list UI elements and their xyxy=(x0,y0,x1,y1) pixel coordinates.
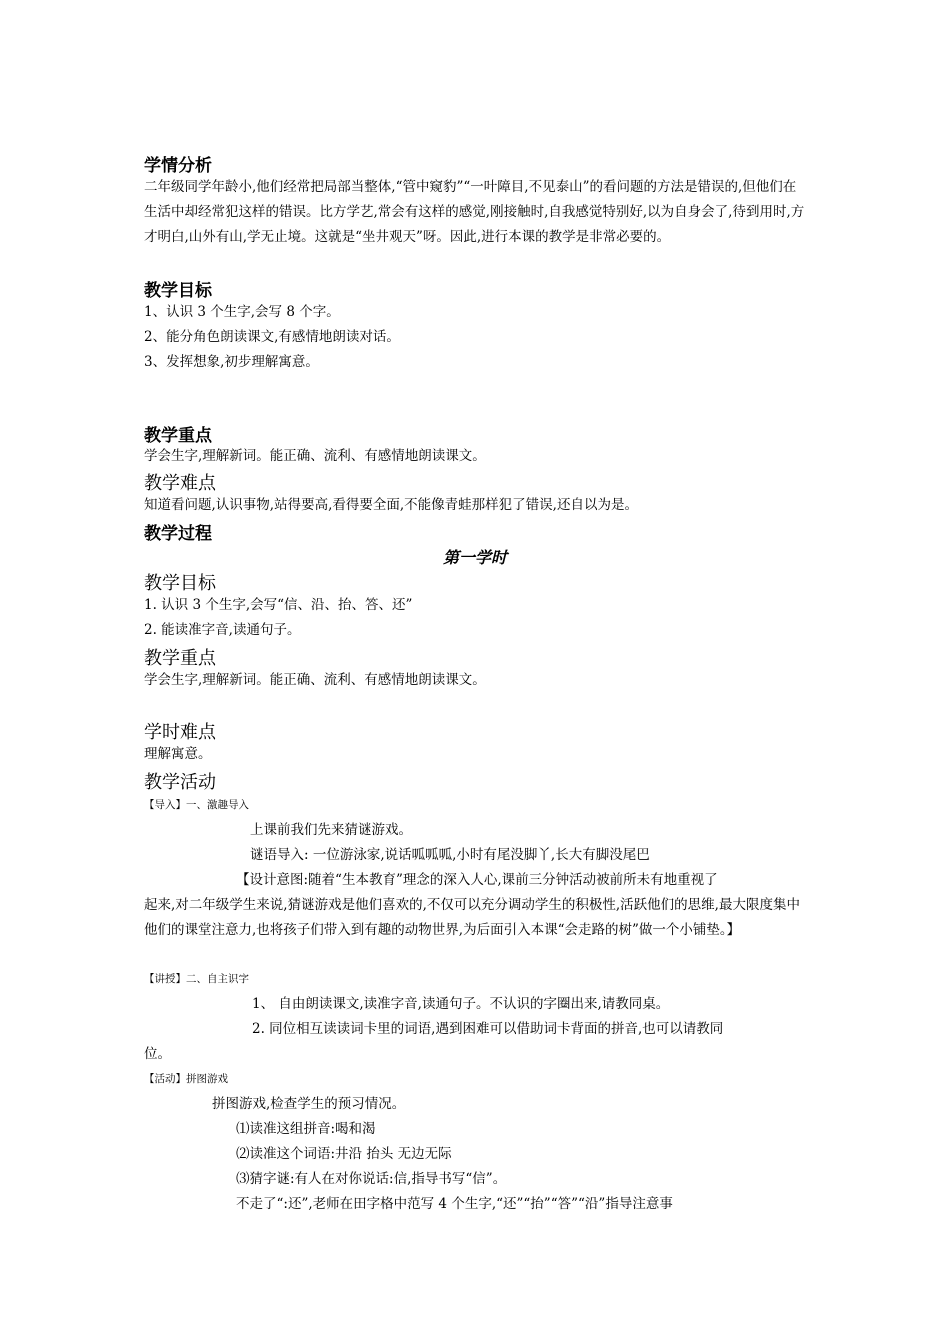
lesson-difficulty-heading: 学时难点 xyxy=(144,722,216,743)
heading-key-points: 教学重点 xyxy=(144,426,212,446)
lesson-key-body: 学会生字,理解新词。能正确、流利、有感情地朗读课文。 xyxy=(144,672,486,688)
lesson-objective-2: 2. 能读准字音,读通句子。 xyxy=(144,622,301,638)
game-step-2: ⑵读准这个词语:井沿 抬头 无边无际 xyxy=(236,1146,452,1162)
teach-item-2-continued: 位。 xyxy=(144,1046,171,1062)
teach-item-2: 2. 同位相互读读词卡里的词语,遇到困难可以借助词卡背面的拼音,也可以请教同 xyxy=(252,1021,724,1037)
heading-learning-analysis: 学情分析 xyxy=(144,156,212,176)
design-intent-first-line: 【设计意图:随着“生本教育”理念的深入人心,课前三分钟活动被前所未有地重视了 xyxy=(236,872,718,888)
activity-intro-line-2: 谜语导入: 一位游泳家,说话呱呱呱,小时有尾没脚丫,长大有脚没尾巴 xyxy=(250,847,650,863)
lesson-key-heading: 教学重点 xyxy=(144,648,216,669)
objective-item-1: 1、认识 3 个生字,会写 8 个字。 xyxy=(144,304,340,320)
objective-item-3: 3、发挥想象,初步理解寓意。 xyxy=(144,354,319,370)
heading-process: 教学过程 xyxy=(144,524,212,544)
lesson-difficulty-body: 理解寓意。 xyxy=(144,746,212,762)
design-intent-body: 起来,对二年级学生来说,猜谜游戏是他们喜欢的,不仅可以充分调动学生的积极性,活跃他们的思维,最大限度集中他们的课堂注意力,也将孩子们带入到有趣的动物世界,为后面引入本课“会走路的树”做一个小铺垫。】 xyxy=(144,897,800,938)
heading-difficulties: 教学难点 xyxy=(144,473,216,494)
lesson-activities-heading: 教学活动 xyxy=(144,772,216,793)
activity-intro-tag: 【导入】一、激趣导入 xyxy=(144,799,249,811)
game-step-4: 不走了“:还”,老师在田字格中范写 4 个生字,“还”“抬”“答”“沿”指导注意事 xyxy=(236,1196,673,1212)
game-step-1: ⑴读准这组拼音:喝和渴 xyxy=(236,1121,376,1137)
lesson-objectives-heading: 教学目标 xyxy=(144,573,216,594)
teach-item-1: 1、 自由朗读课文,读准字音,读通句子。不认识的字圈出来,请教同桌。 xyxy=(252,996,670,1012)
lesson-objective-1: 1. 认识 3 个生字,会写“信、沿、抬、答、还” xyxy=(144,597,413,613)
game-intro: 拼图游戏,检查学生的预习情况。 xyxy=(212,1096,406,1112)
key-points-body: 学会生字,理解新词。能正确、流利、有感情地朗读课文。 xyxy=(144,448,486,464)
learning-analysis-body: 二年级同学年龄小,他们经常把局部当整体,“管中窥豹”“一叶障目,不见泰山”的看问题的方法是错误的,但他们在生活中却经常犯这样的错误。比方学艺,常会有这样的感觉,刚接触时,自我感觉特别好,以为自身会了,待到用时,方才明白,山外有山,学无止境。这就是“坐井观天”呀。因此,进行本课的教学是非常必要的。 xyxy=(144,179,805,245)
lesson-title: 第一学时 xyxy=(442,548,507,567)
heading-objectives: 教学目标 xyxy=(144,281,212,301)
activity-game-tag: 【活动】拼图游戏 xyxy=(144,1073,228,1085)
activity-teach-tag: 【讲授】二、自主识字 xyxy=(144,973,249,985)
objective-item-2: 2、能分角色朗读课文,有感情地朗读对话。 xyxy=(144,329,400,345)
activity-intro-line-1: 上课前我们先来猜谜游戏。 xyxy=(250,822,412,838)
game-step-3: ⑶猜字谜:有人在对你说话:信,指导书写“信”。 xyxy=(236,1171,507,1187)
difficulties-body: 知道看问题,认识事物,站得要高,看得要全面,不能像青蛙那样犯了错误,还自以为是。 xyxy=(144,497,638,513)
